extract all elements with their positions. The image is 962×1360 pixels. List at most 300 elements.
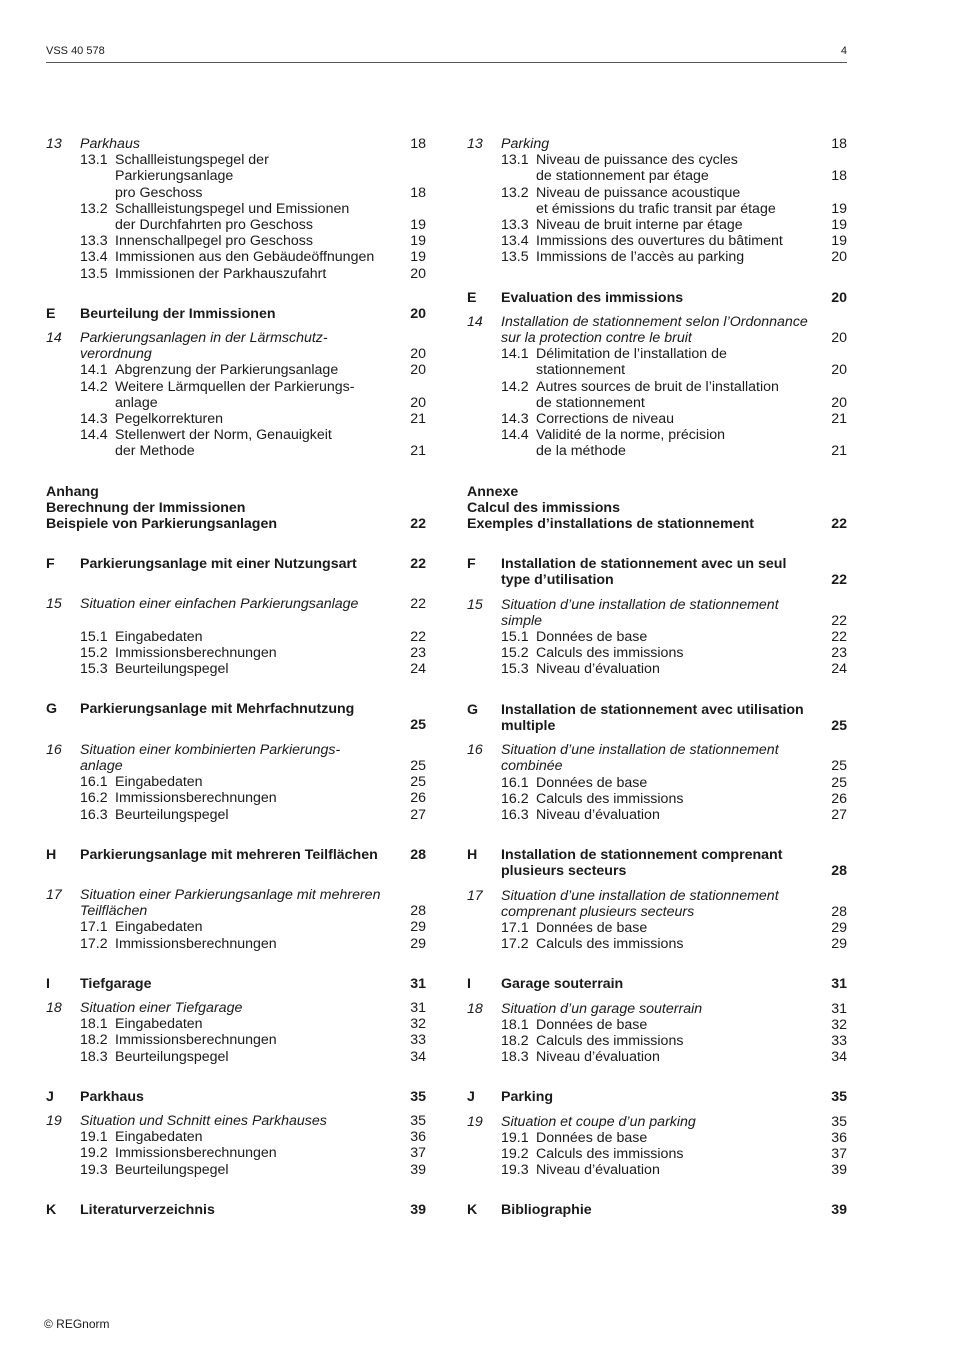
copyright-footer: © REGnorm	[44, 1317, 110, 1331]
toc-entry-number: 14.2	[80, 378, 108, 395]
toc-entry-title	[115, 1016, 390, 1032]
toc-entry-number: 16.1	[80, 774, 108, 791]
toc-entry-title	[80, 742, 390, 774]
toc-entry-page: 35	[410, 1112, 426, 1129]
toc-entry	[467, 1001, 847, 1017]
toc-entry-title-line: combinée	[501, 758, 563, 775]
toc-entry-page: 20	[410, 305, 426, 322]
toc-entry-page: 18	[410, 184, 426, 201]
toc-entry-number: 18.3	[501, 1049, 529, 1066]
toc-entry-title-line: Situation d’une installation de stationnement	[501, 742, 779, 759]
toc-entry-number: 18	[467, 1000, 483, 1017]
toc-entry-title-line: Immissions des ouvertures du bâtiment	[536, 233, 783, 250]
toc-entry-page: 37	[410, 1145, 426, 1162]
toc-entry-title	[501, 742, 811, 774]
toc-entry-title	[115, 661, 390, 677]
toc-entry-title	[536, 1146, 811, 1162]
toc-entry-title-line: Situation d’une installation de stationnement	[501, 887, 779, 904]
toc-entry-title-line: Beurteilung der Immissionen	[80, 305, 276, 322]
toc-entry-title-line: Installation de stationnement comprenant	[501, 847, 783, 864]
toc-entry	[467, 379, 847, 411]
toc-entry	[46, 936, 426, 952]
toc-entry-title	[536, 379, 811, 411]
toc-entry	[467, 791, 847, 807]
toc-entry-number: 15.3	[80, 661, 108, 678]
toc-entry-page: 21	[831, 443, 847, 460]
toc-entry-title-line: Parkierungsanlage mit mehreren Teilflächen	[80, 846, 378, 863]
toc-entry-page: 20	[410, 265, 426, 282]
toc-entry	[467, 556, 847, 588]
toc-entry-page: 20	[831, 289, 847, 306]
toc-entry-title	[536, 411, 811, 427]
toc-entry-number: 13.2	[80, 200, 108, 217]
toc-entry-page: 22	[410, 516, 426, 533]
toc-entry	[467, 661, 847, 677]
toc-entry-number: F	[467, 556, 476, 573]
toc-entry-title	[501, 1001, 811, 1017]
toc-entry-number: 13.3	[501, 217, 529, 234]
toc-entry	[46, 249, 426, 265]
toc-entry-page: 20	[410, 346, 426, 363]
toc-entry-number: 14	[46, 330, 62, 347]
toc-entry	[467, 1202, 847, 1218]
toc-entry-title-line: Schallleistungspegel der Parkierungsanlage	[115, 152, 269, 185]
toc-entry-number: 16.2	[501, 790, 529, 807]
toc-entry-number: 19	[467, 1113, 483, 1130]
toc-entry-title-line: Exemples d’installations de stationnement	[467, 516, 754, 533]
toc-entry	[46, 306, 426, 322]
toc-entry-title-line: Validité de la norme, précision	[536, 427, 726, 444]
toc-entry-title-line: Niveau d’évaluation	[536, 806, 660, 823]
toc-entry-title	[536, 233, 811, 249]
toc-entry-page: 31	[831, 976, 847, 993]
toc-entry-title	[80, 847, 390, 863]
toc-entry-number: 19.1	[80, 1129, 108, 1146]
toc-entry-title	[536, 427, 811, 459]
toc-entry	[46, 1032, 426, 1048]
toc-entry-page: 34	[831, 1049, 847, 1066]
toc-entry-page: 21	[831, 411, 847, 428]
toc-entry	[46, 645, 426, 661]
toc-entry-title-line: Schallleistungspegel und Emissionen	[115, 200, 350, 217]
toc-entry	[467, 346, 847, 378]
toc-entry-title-line: Données de base	[536, 919, 648, 936]
toc-entry-page: 18	[831, 168, 847, 185]
toc-entry-title	[501, 314, 811, 346]
toc-entry	[46, 1049, 426, 1065]
toc-entry-title-line: Innenschallpegel pro Geschoss	[115, 233, 313, 250]
toc-entry-title	[536, 1049, 811, 1065]
toc-entry-page: 25	[831, 774, 847, 791]
toc-entry-number: 15.1	[501, 629, 529, 646]
toc-entry-number: 13.5	[501, 249, 529, 266]
toc-entry-page: 35	[831, 1113, 847, 1130]
toc-entry	[46, 629, 426, 645]
toc-entry-title-line: anlage	[80, 757, 123, 774]
toc-entry-number: 19.3	[501, 1162, 529, 1179]
toc-entry-title	[536, 185, 811, 217]
toc-entry	[46, 201, 426, 233]
toc-entry-title-line: Eingabedaten	[115, 1016, 203, 1033]
toc-entry	[46, 887, 426, 919]
toc-entry-title-line: Stellenwert der Norm, Genauigkeit	[115, 427, 332, 444]
toc-entry-title	[536, 775, 811, 791]
toc-entry	[46, 1016, 426, 1032]
toc-entry-title-line: Parkierungsanlage mit Mehrfachnutzung	[80, 701, 355, 718]
toc-entry-title-line: Calculs des immissions	[536, 1032, 684, 1049]
toc-entry-title-line: Eingabedaten	[115, 628, 203, 645]
toc-entry-title	[80, 1089, 390, 1105]
toc-entry-title	[115, 201, 390, 233]
toc-entry-title-line: Tiefgarage	[80, 975, 152, 992]
toc-entry	[46, 556, 426, 572]
toc-entry-page: 22	[410, 596, 426, 613]
toc-entry-title-line: verordnung	[80, 346, 152, 363]
toc-entry-title	[80, 1113, 390, 1129]
toc-entry-title	[115, 790, 390, 806]
toc-entry-title	[115, 249, 390, 265]
toc-entry-number: 14.1	[501, 346, 529, 363]
toc-entry-page: 31	[410, 975, 426, 992]
toc-entry-title-line: type d’utilisation	[501, 572, 614, 589]
toc-entry-title-line: Eingabedaten	[115, 1129, 203, 1146]
toc-entry-title	[115, 152, 390, 201]
toc-entry-page: 29	[831, 936, 847, 953]
toc-entry-title-line: Calculs des immissions	[536, 1145, 684, 1162]
toc-entry-page: 36	[831, 1129, 847, 1146]
toc-entry-page: 26	[410, 790, 426, 807]
toc-entry-title-line: sur la protection contre le bruit	[501, 330, 692, 347]
toc-entry	[46, 411, 426, 427]
toc-entry	[467, 1146, 847, 1162]
toc-entry-title-line: Evaluation des immissions	[501, 289, 684, 306]
toc-entry	[46, 596, 426, 612]
toc-entry-title-line: Situation d’une installation de stationnement	[501, 596, 779, 613]
toc-entry	[46, 330, 426, 362]
toc-entry-title	[80, 976, 390, 992]
toc-entry	[46, 1089, 426, 1105]
toc-entry-page: 28	[831, 863, 847, 880]
toc-entry-number: 14.3	[501, 411, 529, 428]
toc-entry-page: 37	[831, 1145, 847, 1162]
toc-entry-page: 27	[410, 806, 426, 823]
toc-entry	[467, 427, 847, 459]
toc-entry-title	[536, 661, 811, 677]
toc-entry-number: 18	[46, 999, 62, 1016]
toc-entry-title-line: der Methode	[115, 443, 195, 460]
toc-entry-title	[115, 645, 390, 661]
toc-entry-title	[115, 629, 390, 645]
toc-entry	[467, 807, 847, 823]
toc-entry-page: 24	[831, 661, 847, 678]
toc-entry-number: K	[46, 1201, 57, 1218]
toc-entry-number: 14.1	[80, 362, 108, 379]
toc-entry-number: 17	[46, 886, 62, 903]
toc-entry-number: H	[46, 846, 57, 863]
toc-entry-title-line: Garage souterrain	[501, 976, 624, 993]
toc-entry-title	[115, 362, 390, 378]
toc-entry-page: 19	[410, 249, 426, 266]
toc-entry-number: 16.2	[80, 790, 108, 807]
toc-entry-page: 19	[831, 217, 847, 234]
toc-entry-title-line: Parking	[501, 136, 550, 152]
toc-entry-title-line: Anhang	[46, 483, 99, 500]
toc-entry-title-line: Calculs des immissions	[536, 645, 684, 662]
toc-entry	[46, 847, 426, 863]
toc-entry-page: 21	[410, 411, 426, 428]
toc-entry-title-line: Parkhaus	[80, 136, 140, 152]
toc-entry-page: 25	[831, 717, 847, 734]
toc-entry-title	[536, 1017, 811, 1033]
toc-entry-number: 19.1	[501, 1129, 529, 1146]
toc-entry-page: 20	[831, 394, 847, 411]
toc-entry-number: 15	[467, 596, 483, 613]
toc-entry-page: 20	[410, 394, 426, 411]
toc-entry-title	[501, 136, 811, 152]
toc-entry-title-line: Données de base	[536, 1016, 648, 1033]
toc-entry-number: 18.3	[80, 1048, 108, 1065]
toc-entry	[467, 152, 847, 184]
toc-entry-title-line: et émissions du trafic transit par étage	[536, 200, 776, 217]
toc-entry	[46, 484, 426, 533]
toc-entry-page: 22	[831, 572, 847, 589]
toc-entry-number: 13	[46, 136, 62, 152]
toc-entry-title-line: Immissionsberechnungen	[115, 1032, 277, 1049]
toc-entry-title-line: Niveau d’évaluation	[536, 1162, 660, 1179]
toc-entry-title-line: Immissionen der Parkhauszufahrt	[115, 265, 327, 282]
toc-entry-title	[80, 136, 390, 152]
toc-entry-number: 18.2	[501, 1032, 529, 1049]
toc-entry	[46, 1145, 426, 1161]
toc-entry	[46, 976, 426, 992]
toc-entry-title-line: Installation de stationnement avec un seul	[501, 556, 787, 573]
toc-entry-title-line: Situation einer einfachen Parkierungsanlage	[80, 596, 359, 613]
toc-entry-title	[115, 1162, 390, 1178]
toc-entry-title-line: Données de base	[536, 629, 648, 646]
toc-entry-title-line: Parkhaus	[80, 1088, 144, 1105]
toc-entry-number: 13.1	[501, 152, 529, 169]
toc-entry-title-line: Niveau d’évaluation	[536, 1049, 660, 1066]
toc-entry-title-line: Corrections de niveau	[536, 411, 675, 428]
toc-entry-page: 31	[831, 1000, 847, 1017]
toc-entry-title-line: Eingabedaten	[115, 919, 203, 936]
toc-entry-title	[115, 427, 390, 459]
toc-entry	[46, 742, 426, 774]
toc-entry-title-line: simple	[501, 612, 542, 629]
toc-entry-title	[536, 936, 811, 952]
toc-entry-number: 19.2	[80, 1145, 108, 1162]
toc-entry-title-line: plusieurs secteurs	[501, 863, 627, 880]
toc-entry-number: 17.1	[80, 919, 108, 936]
toc-entry-page: 29	[410, 919, 426, 936]
toc-entry-title-line: Weitere Lärmquellen der Parkierungs-	[115, 378, 355, 395]
toc-entry	[46, 152, 426, 201]
toc-column-german	[46, 136, 426, 1218]
toc-entry-number: 13.4	[80, 249, 108, 266]
toc-entry-title	[501, 1202, 811, 1218]
toc-entry-page: 20	[831, 362, 847, 379]
toc-entry-title-line: Situation einer Parkierungsanlage mit mehreren	[80, 886, 381, 903]
toc-entry-number: 19	[46, 1112, 62, 1129]
toc-entry	[467, 136, 847, 152]
toc-entry	[46, 701, 426, 733]
toc-entry	[46, 1000, 426, 1016]
toc-entry-page: 32	[831, 1016, 847, 1033]
toc-entry-title	[115, 1032, 390, 1048]
toc-entry-page: 26	[831, 790, 847, 807]
toc-entry-number: G	[46, 701, 58, 718]
toc-entry-title-line: Parkierungsanlage mit einer Nutzungsart	[80, 556, 357, 573]
toc-entry-title-line: multiple	[501, 717, 556, 734]
toc-entry-title	[115, 411, 390, 427]
toc-entry-number: 17.1	[501, 919, 529, 936]
toc-entry-number: 17	[467, 887, 483, 904]
toc-entry	[46, 1129, 426, 1145]
toc-entry-title-line: Installation de stationnement avec utilisation	[501, 701, 804, 718]
toc-entry	[467, 290, 847, 306]
toc-entry-number: H	[467, 847, 478, 864]
toc-entry-page: 32	[410, 1016, 426, 1033]
toc-entry-page: 22	[410, 628, 426, 645]
toc-entry-title-line: Situation einer Tiefgarage	[80, 999, 243, 1016]
toc-entry	[46, 266, 426, 282]
toc-entry	[467, 1114, 847, 1130]
toc-entry-title-line: Beurteilungspegel	[115, 1048, 229, 1065]
toc-entry-title-line	[80, 717, 390, 733]
toc-entry-number: I	[46, 975, 50, 992]
toc-column-french	[467, 136, 847, 1219]
toc-entry	[46, 233, 426, 249]
toc-entry-title-line: Parking	[501, 1089, 554, 1106]
page-number: 4	[840, 45, 847, 57]
toc-entry-title	[80, 887, 390, 919]
toc-entry	[467, 249, 847, 265]
toc-entry-title	[46, 484, 390, 533]
toc-entry-number: 16	[46, 741, 62, 758]
toc-entry-number: I	[467, 976, 471, 993]
toc-entry-number: 19.2	[501, 1145, 529, 1162]
toc-entry-title-line: Situation und Schnitt eines Parkhauses	[80, 1112, 327, 1129]
document-id: VSS 40 578	[46, 45, 105, 57]
toc-entry-title	[536, 807, 811, 823]
toc-entry	[46, 136, 426, 152]
toc-entry-title-line: Immissionsberechnungen	[115, 790, 277, 807]
toc-entry-page: 36	[410, 1129, 426, 1146]
toc-entry-page: 28	[410, 846, 426, 863]
toc-entry-title-line: Calculs des immissions	[536, 790, 684, 807]
toc-entry-page: 34	[410, 1048, 426, 1065]
toc-entry-number: 16	[467, 742, 483, 759]
toc-entry	[467, 1089, 847, 1105]
toc-entry-title-line: Niveau de puissance des cycles	[536, 152, 738, 169]
toc-entry-page: 22	[831, 612, 847, 629]
toc-entry	[467, 1017, 847, 1033]
toc-entry-number: 18.1	[80, 1016, 108, 1033]
toc-entry-title	[80, 1202, 390, 1218]
toc-entry-title	[115, 266, 390, 282]
toc-entry-number: 14.4	[501, 427, 529, 444]
toc-entry-title	[536, 920, 811, 936]
toc-entry-title-line: Calcul des immissions	[467, 499, 620, 516]
toc-entry	[46, 427, 426, 459]
toc-entry-number: 15.2	[501, 645, 529, 662]
toc-entry-title-line: Immissionsberechnungen	[115, 644, 277, 661]
toc-entry	[467, 597, 847, 629]
toc-entry	[467, 742, 847, 774]
toc-entry-title-line: Abgrenzung der Parkierungsanlage	[115, 362, 339, 379]
toc-entry-title-line: Pegelkorrekturen	[115, 411, 224, 428]
toc-entry-title	[80, 306, 390, 322]
toc-entry-title-line: Teilflächen	[80, 903, 148, 920]
toc-entry	[46, 807, 426, 823]
toc-entry-page: 19	[410, 217, 426, 234]
toc-entry-title	[115, 807, 390, 823]
toc-entry-page: 22	[410, 556, 426, 573]
toc-entry-title	[80, 596, 390, 612]
toc-entry-title-line: Niveau d’évaluation	[536, 661, 660, 678]
toc-entry	[46, 362, 426, 378]
toc-entry-title-line: Beispiele von Parkierungsanlagen	[46, 516, 278, 533]
toc-entry-page: 33	[410, 1032, 426, 1049]
toc-entry-number: 19.3	[80, 1161, 108, 1178]
toc-entry-number: G	[467, 701, 479, 718]
toc-entry-title-line: Situation d’un garage souterrain	[501, 1000, 703, 1017]
toc-entry-title	[536, 791, 811, 807]
toc-entry-title	[501, 847, 811, 879]
toc-entry	[46, 790, 426, 806]
toc-entry	[467, 847, 847, 879]
toc-entry-page: 20	[831, 249, 847, 266]
toc-entry-title	[115, 919, 390, 935]
toc-entry-page: 22	[831, 516, 847, 533]
toc-entry-number: 15.1	[80, 628, 108, 645]
toc-entry-title	[536, 1130, 811, 1146]
toc-entry-number: 15.3	[501, 661, 529, 678]
toc-entry-number: 18.2	[80, 1032, 108, 1049]
toc-entry-title-line: Données de base	[536, 1129, 648, 1146]
toc-entry	[467, 920, 847, 936]
toc-entry-page: 35	[831, 1089, 847, 1106]
toc-entry-number: K	[467, 1202, 478, 1219]
toc-entry-title-line: Beurteilungspegel	[115, 1161, 229, 1178]
toc-entry-page: 25	[410, 717, 426, 734]
toc-entry-page: 20	[831, 330, 847, 347]
toc-entry-page: 19	[410, 233, 426, 250]
toc-entry	[467, 411, 847, 427]
toc-entry-page: 23	[410, 644, 426, 661]
toc-entry-number: 17.2	[501, 936, 529, 953]
toc-entry-title	[536, 1162, 811, 1178]
toc-entry-title	[536, 152, 811, 184]
toc-entry-title	[501, 597, 811, 629]
toc-entry	[467, 1049, 847, 1065]
toc-entry	[467, 775, 847, 791]
toc-entry-page: 29	[410, 935, 426, 952]
toc-entry-page: 24	[410, 661, 426, 678]
toc-entry-title	[536, 1033, 811, 1049]
toc-entry-title	[501, 1114, 811, 1130]
toc-entry-number: 15.2	[80, 644, 108, 661]
toc-entry-title-line: Beurteilungspegel	[115, 806, 229, 823]
toc-entry-page: 27	[831, 806, 847, 823]
toc-entry-title	[80, 701, 390, 733]
toc-entry-title	[501, 702, 811, 734]
toc-entry-title	[115, 774, 390, 790]
toc-entry-title-line: der Durchfahrten pro Geschoss	[115, 217, 313, 234]
toc-entry-title-line: Berechnung der Immissionen	[46, 499, 246, 516]
toc-entry-title-line: Calculs des immissions	[536, 936, 684, 953]
toc-entry-title	[501, 976, 811, 992]
